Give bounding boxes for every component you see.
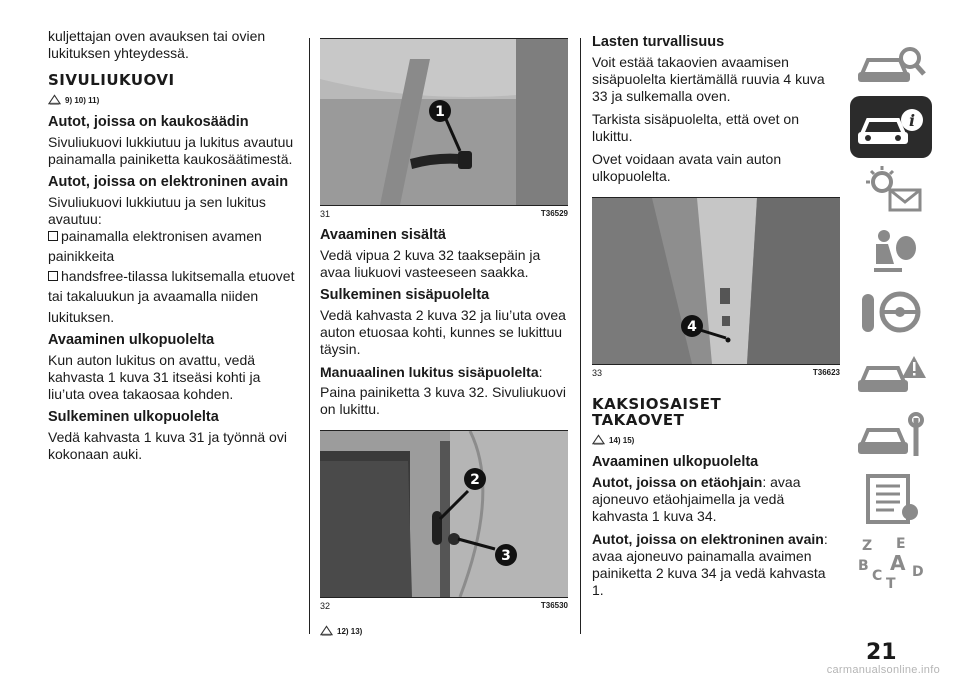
figure-31 <box>320 38 568 219</box>
figure-caption <box>320 205 568 219</box>
figure-caption <box>592 364 840 378</box>
svg-text:D: D <box>912 564 924 580</box>
svg-text:E: E <box>896 536 906 552</box>
bullet-continuation: tai takaluukun ja avaamalla niiden <box>48 288 259 304</box>
heading-remote: Autot, joissa on kaukosäädin <box>48 114 249 130</box>
heading-electronic-key: Autot, joissa on elektroninen avain <box>48 174 289 190</box>
chapter-sidebar <box>850 34 934 592</box>
heading-open-outside: Avaaminen ulkopuolelta <box>48 332 215 348</box>
heading-open-inside: Avaaminen sisältä <box>320 227 446 243</box>
heading-open-outside: Avaaminen ulkopuolelta <box>592 454 759 470</box>
heading-manual-lock: Manuaalinen lukitus sisäpuolelta: <box>320 364 543 380</box>
paragraph-open-outside: Kun auton lukitus on avattu, vedä kahvasta 1 kuva 31 itseäsi kohti ja liu’uta ovea takaosaa kohden. <box>48 352 261 402</box>
heading-child-safety: Lasten turvallisuus <box>592 34 725 50</box>
callout-4: 4 <box>687 319 697 335</box>
svg-text:T: T <box>886 576 896 588</box>
figure-32 <box>320 430 568 611</box>
figure-32-image <box>320 431 568 597</box>
chapter-car-service[interactable] <box>850 406 932 468</box>
warning-book-icon <box>592 434 605 446</box>
paragraph-close-outside: Vedä kahvasta 1 kuva 31 ja työnnä ovi kokonaan auki. <box>48 429 287 462</box>
heading-close-inside: Sulkeminen sisäpuolelta <box>320 287 490 303</box>
svg-text:A: A <box>890 551 906 575</box>
column-divider <box>309 38 310 634</box>
section-title-sliding-door: SIVULIUKUOVI <box>48 71 175 89</box>
paragraph-manual-lock: Paina painiketta 3 kuva 32. Sivuliukuovi on lukittu. <box>320 384 566 417</box>
key-steering-wheel-icon <box>854 286 928 340</box>
callout-2: 2 <box>470 472 480 488</box>
callout-3: 3 <box>501 548 511 564</box>
heading-close-outside: Sulkeminen ulkopuolelta <box>48 409 219 425</box>
chapter-warning-lights[interactable] <box>850 158 932 220</box>
page-number: 21 <box>866 640 897 665</box>
bullet-item: painamalla elektronisen avamen <box>48 228 298 245</box>
car-service-icon <box>854 410 928 464</box>
footer-watermark: carmanualsonline.info <box>826 664 940 676</box>
warning-lights-icon <box>854 162 928 216</box>
bullet-continuation: lukituksen. <box>48 309 115 325</box>
figure-31-image <box>320 39 568 205</box>
chapter-airbag-seat[interactable] <box>850 220 932 282</box>
paragraph-child-safety-1: Voit estää takaovien avaamisen sisäpuolelta kiertämällä ruuvia 4 kuva 33 ja sulkemalla oven. <box>592 54 825 104</box>
warning-book-icon <box>48 94 61 106</box>
bullet-box-icon <box>48 271 58 281</box>
chapter-car-warning[interactable] <box>850 344 932 406</box>
paragraph-electronic-key: Autot, joissa on elektroninen avain: avaa ajoneuvo painamalla avaimen painiketta 2 kuva 34 ja vedä kahvasta 1. <box>592 531 828 598</box>
section-title-rear-doors-2: TAKAOVET <box>592 411 685 429</box>
chapter-car-search[interactable] <box>850 34 932 96</box>
technical-data-icon <box>854 472 928 526</box>
chapter-key-steering[interactable] <box>850 282 932 344</box>
figure-33-image <box>592 198 840 364</box>
warning-reference: 9) 10) 11) <box>48 94 298 106</box>
warning-reference: 12) 13) <box>320 625 568 637</box>
svg-text:i: i <box>908 111 916 130</box>
airbag-seat-icon <box>854 224 928 278</box>
figure-number: 32 <box>320 601 331 611</box>
paragraph-close-inside: Vedä kahvasta 2 kuva 32 ja liu’uta ovea auton etuosaa kohti, kunnes se lukittuu täysin. <box>320 307 566 357</box>
chapter-alphabetical-index[interactable] <box>850 530 932 592</box>
chapter-technical-data[interactable] <box>850 468 932 530</box>
figure-code: T36530 <box>540 601 568 610</box>
column-1 <box>48 28 298 469</box>
paragraph-remote: Sivuliukuovi lukkiutuu ja lukitus avautuu painamalla painiketta kaukosäätimestä. <box>48 134 294 167</box>
column-3 <box>592 34 840 605</box>
svg-text:B: B <box>858 558 869 574</box>
svg-text:Z: Z <box>862 538 873 554</box>
section-title-rear-doors-1: KAKSIOSAISET <box>592 395 722 413</box>
warning-book-icon <box>320 625 333 637</box>
bullet-continuation: painikkeita <box>48 248 115 264</box>
warning-reference: 14) 15) <box>592 434 840 446</box>
alphabetical-index-icon <box>854 534 928 588</box>
figure-33 <box>592 197 840 378</box>
figure-number: 33 <box>592 368 603 378</box>
paragraph-open-inside: Vedä vipua 2 kuva 32 taaksepäin ja avaa liukuovi vasteeseen saakka. <box>320 247 541 280</box>
car-info-icon <box>854 100 928 154</box>
paragraph-child-safety-3: Ovet voidaan avata vain auton ulkopuolelta. <box>592 151 782 184</box>
intro-text: kuljettajan oven avauksen tai ovien lukituksen yhteydessä. <box>48 28 266 61</box>
paragraph-child-safety-2: Tarkista sisäpuolelta, että ovet on lukittu. <box>592 111 800 144</box>
figure-number: 31 <box>320 209 331 219</box>
car-warning-icon <box>854 348 928 402</box>
paragraph-electronic-key: Sivuliukuovi lukkiutuu ja sen lukitus avautuu: <box>48 194 266 227</box>
bullet-item: handsfree-tilassa lukitsemalla etuovet <box>48 268 298 285</box>
figure-code: T36623 <box>812 368 840 377</box>
car-search-icon <box>854 38 928 92</box>
column-divider <box>580 38 581 634</box>
callout-1: 1 <box>435 104 445 120</box>
svg-text:C: C <box>872 568 883 584</box>
paragraph-remote: Autot, joissa on etäohjain: avaa ajoneuvo etäohjaimella ja vedä kahvasta 1 kuva 34. <box>592 474 801 524</box>
figure-code: T36529 <box>540 209 568 218</box>
figure-caption <box>320 597 568 611</box>
chapter-car-info[interactable] <box>850 96 932 158</box>
bullet-box-icon <box>48 231 58 241</box>
column-2 <box>320 38 568 645</box>
